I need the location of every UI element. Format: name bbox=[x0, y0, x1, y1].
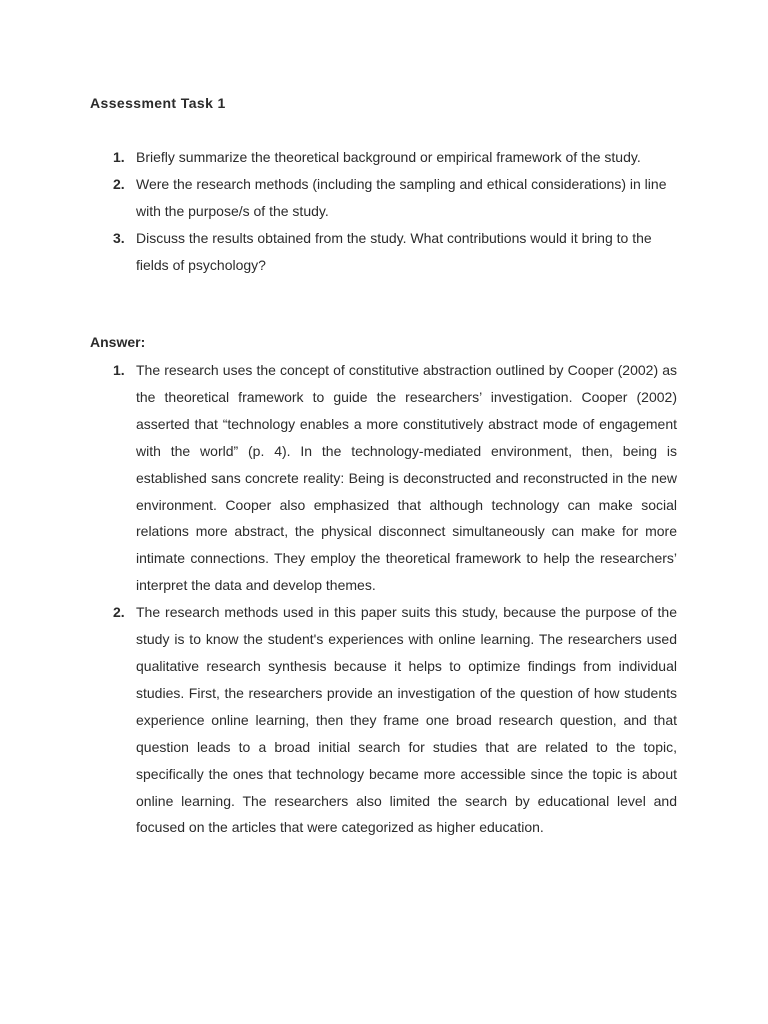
answer-text: The research methods used in this paper suits this study, because the purpose of the study is to know the student's experiences with online learning. The researchers used qualitative research synthesis because it helps to optimize findings from individual studies. First, the researchers provide an investigation of the question of how students experience online learning, then they frame one broad research question, and that question leads to a broad initial search for studies that are related to the topic, specifically the ones that technology became more accessible since the topic is about online learning. The researchers also limited the search by educational level and focused on the articles that were categorized as higher education. bbox=[136, 604, 677, 836]
question-text: Briefly summarize the theoretical background or empirical framework of the study. bbox=[136, 149, 641, 165]
answer-item bbox=[0, 599, 677, 841]
question-item bbox=[0, 144, 677, 171]
question-number: 3. bbox=[113, 229, 125, 246]
question-text: Were the research methods (including the sampling and ethical considerations) in line with the purpose/s of the study. bbox=[136, 175, 667, 219]
question-number: 2. bbox=[113, 175, 125, 192]
question-list bbox=[0, 144, 677, 279]
answer-item bbox=[0, 357, 677, 599]
answer-list bbox=[0, 357, 677, 841]
question-item bbox=[0, 171, 667, 225]
question-text: Discuss the results obtained from the study. What contributions would it bring to the fields of psychology? bbox=[136, 229, 652, 273]
question-item bbox=[0, 225, 677, 279]
page-title: Assessment Task 1 bbox=[90, 95, 226, 111]
answer-number: 2. bbox=[113, 604, 125, 621]
answer-heading: Answer: bbox=[90, 334, 146, 350]
question-number: 1. bbox=[113, 149, 125, 165]
answer-number: 1. bbox=[113, 362, 125, 378]
answer-text: The research uses the concept of constitutive abstraction outlined by Cooper (2002) as the theoretical framework to guide the researchers’ investigation. Cooper (2002) asserted that “technology enables a more constitutively abstract mode of engagement with the world” (p. 4). In the technology-mediated environment, then, being is established sans concrete reality: Being is deconstructed and reconstructed in the new environment. Cooper also emphasized that although technology can make social relations more abstract, the physical disconnect simultaneously can make for more intimate connections. They employ the theoretical framework to help the researchers’ interpret the data and develop themes. bbox=[136, 362, 677, 594]
